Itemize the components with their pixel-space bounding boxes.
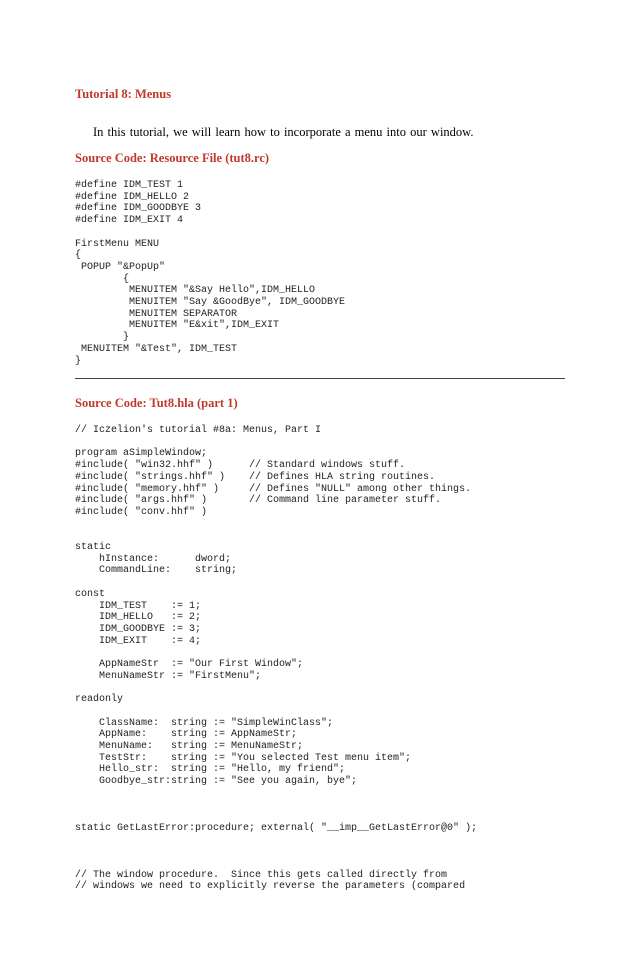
tutorial-title: Tutorial 8: Menus (75, 87, 172, 101)
rc-source-heading: Source Code: Resource File (tut8.rc) (75, 151, 270, 165)
hla-code-block: // Iczelion's tutorial #8a: Menus, Part I program aSimpleWindow; #include( "win32.hhf" ) // Standard windows stuff. #include( "strings.hhf" ) // Defines HLA string routines. #include( "memory.hhf" ) // Defines "NULL" among other things. #include( "args.hhf" ) // Command line parameter stuff. #include( "conv.hhf" ) static hInstance: dword; CommandLine: string; const IDM_TEST := 1; IDM_HELLO := 2; IDM_GOODBYE := 3; IDM_EXIT := 4; AppNameStr := "Our First Window"; MenuNameStr := "FirstMenu"; readonly ClassName: string := "SimpleWinClass"; AppName: string := AppNameStr; MenuName: string := MenuNameStr; TestStr: string := "You selected Test menu item"; Hello_str: string := "Hello, my friend"; Goodbye_str:string := "See you again, bye"; static GetLastError:procedure; external( "__imp__GetLastError@0" ); // The window procedure. Since this gets called directly from // windows we need to explicitly reverse the parameters (compared (75, 425, 478, 893)
section-divider (75, 378, 565, 379)
rc-code-block: #define IDM_TEST 1 #define IDM_HELLO 2 #define IDM_GOODBYE 3 #define IDM_EXIT 4 FirstMenu MENU { POPUP "&PopUp" { MENUITEM "&Say Hello",IDM_HELLO MENUITEM "Say &GoodBye", IDM_GOODBYE MENUITEM SEPARATOR MENUITEM "E&xit",IDM_EXIT } MENUITEM "&Test", IDM_TEST } (75, 180, 346, 367)
intro-paragraph: In this tutorial, we will learn how to incorporate a menu into our window. (93, 125, 474, 139)
hla-source-heading: Source Code: Tut8.hla (part 1) (75, 396, 238, 410)
